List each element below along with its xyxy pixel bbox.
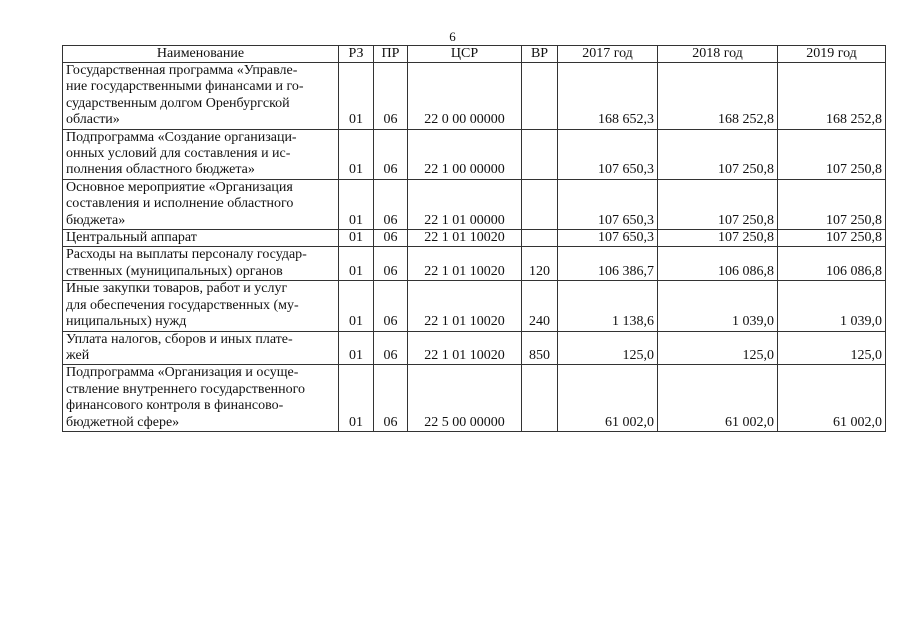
amount-2017-cell: 61 002,0 bbox=[558, 365, 658, 432]
name-cell bbox=[63, 129, 339, 179]
amount-2017-cell: 125,0 bbox=[558, 331, 658, 365]
name-line: составления и исполнение областного bbox=[66, 196, 294, 212]
amount-2018-cell: 107 250,8 bbox=[658, 179, 778, 229]
table-row bbox=[63, 129, 886, 179]
pr-cell: 06 bbox=[374, 129, 408, 179]
rz-cell: 01 bbox=[339, 129, 374, 179]
header-pr: ПР bbox=[374, 46, 408, 63]
name-line: полнения областного бюджета» bbox=[66, 162, 255, 178]
table-row bbox=[63, 230, 886, 247]
table-row bbox=[63, 331, 886, 365]
name-cell bbox=[63, 365, 339, 432]
csr-cell: 22 1 00 00000 bbox=[408, 129, 522, 179]
vr-cell: 120 bbox=[522, 247, 558, 281]
rz-cell: 01 bbox=[339, 230, 374, 247]
header-vr: ВР bbox=[522, 46, 558, 63]
table-body bbox=[63, 63, 886, 432]
amount-2017-cell: 107 650,3 bbox=[558, 129, 658, 179]
name-cell bbox=[63, 179, 339, 229]
amount-2017-cell: 168 652,3 bbox=[558, 63, 658, 130]
name-line: бюджетной сфере» bbox=[66, 414, 180, 430]
amount-2019-cell: 1 039,0 bbox=[778, 281, 886, 331]
rz-cell: 01 bbox=[339, 365, 374, 432]
vr-cell bbox=[522, 179, 558, 229]
pr-cell: 06 bbox=[374, 63, 408, 130]
amount-2017-cell: 107 650,3 bbox=[558, 179, 658, 229]
table-row bbox=[63, 365, 886, 432]
name-line: жей bbox=[66, 347, 90, 363]
rz-cell: 01 bbox=[339, 63, 374, 130]
pr-cell: 06 bbox=[374, 331, 408, 365]
amount-2019-cell: 61 002,0 bbox=[778, 365, 886, 432]
name-line: Государственная программа «Управле- bbox=[66, 63, 298, 78]
name-line: финансового контроля в финансово- bbox=[66, 398, 284, 414]
name-line: ствление внутреннего государственного bbox=[66, 381, 306, 397]
name-line: для обеспечения государственных (му- bbox=[66, 297, 299, 313]
amount-2017-cell: 106 386,7 bbox=[558, 247, 658, 281]
amount-2019-cell: 125,0 bbox=[778, 331, 886, 365]
name-line: Основное мероприятие «Организация bbox=[66, 179, 293, 195]
rz-cell: 01 bbox=[339, 179, 374, 229]
name-line: Иные закупки товаров, работ и услуг bbox=[66, 281, 288, 297]
table-row bbox=[63, 247, 886, 281]
vr-cell bbox=[522, 129, 558, 179]
name-line: Подпрограмма «Организация и осуще- bbox=[66, 365, 299, 381]
name-line: ниципальных) нужд bbox=[66, 314, 187, 330]
amount-2019-cell: 106 086,8 bbox=[778, 247, 886, 281]
name-line: Центральный аппарат bbox=[66, 230, 197, 246]
pr-cell: 06 bbox=[374, 281, 408, 331]
name-cell bbox=[63, 230, 339, 247]
csr-cell: 22 1 01 10020 bbox=[408, 247, 522, 281]
amount-2019-cell: 107 250,8 bbox=[778, 129, 886, 179]
pr-cell: 06 bbox=[374, 230, 408, 247]
header-2018: 2018 год bbox=[658, 46, 778, 63]
header-2019: 2019 год bbox=[778, 46, 886, 63]
rz-cell: 01 bbox=[339, 281, 374, 331]
name-line: ние государственными финансами и го- bbox=[66, 79, 304, 95]
name-cell bbox=[63, 331, 339, 365]
table-row bbox=[63, 281, 886, 331]
amount-2017-cell: 1 138,6 bbox=[558, 281, 658, 331]
csr-cell: 22 1 01 10020 bbox=[408, 331, 522, 365]
pr-cell: 06 bbox=[374, 365, 408, 432]
table-row bbox=[63, 179, 886, 229]
amount-2019-cell: 107 250,8 bbox=[778, 179, 886, 229]
csr-cell: 22 1 01 10020 bbox=[408, 230, 522, 247]
amount-2018-cell: 125,0 bbox=[658, 331, 778, 365]
name-line: Уплата налогов, сборов и иных плате- bbox=[66, 331, 293, 347]
header-name: Наименование bbox=[63, 46, 339, 63]
vr-cell bbox=[522, 365, 558, 432]
amount-2018-cell: 1 039,0 bbox=[658, 281, 778, 331]
amount-2019-cell: 168 252,8 bbox=[778, 63, 886, 130]
rz-cell: 01 bbox=[339, 247, 374, 281]
table-row bbox=[63, 63, 886, 130]
name-line: бюджета» bbox=[66, 212, 126, 228]
name-line: сударственным долгом Оренбургской bbox=[66, 95, 290, 111]
rz-cell: 01 bbox=[339, 331, 374, 365]
name-cell bbox=[63, 63, 339, 130]
amount-2018-cell: 168 252,8 bbox=[658, 63, 778, 130]
csr-cell: 22 1 01 10020 bbox=[408, 281, 522, 331]
csr-cell: 22 5 00 00000 bbox=[408, 365, 522, 432]
name-line: Расходы на выплаты персоналу государ- bbox=[66, 247, 307, 263]
amount-2017-cell: 107 650,3 bbox=[558, 230, 658, 247]
csr-cell: 22 0 00 00000 bbox=[408, 63, 522, 130]
header-rz: РЗ bbox=[339, 46, 374, 63]
page-number: 6 bbox=[449, 29, 456, 44]
header-csr: ЦСР bbox=[408, 46, 522, 63]
header-2017: 2017 год bbox=[558, 46, 658, 63]
name-cell bbox=[63, 247, 339, 281]
csr-cell: 22 1 01 00000 bbox=[408, 179, 522, 229]
name-cell bbox=[63, 281, 339, 331]
budget-table bbox=[62, 45, 886, 432]
vr-cell bbox=[522, 230, 558, 247]
pr-cell: 06 bbox=[374, 247, 408, 281]
vr-cell: 850 bbox=[522, 331, 558, 365]
amount-2018-cell: 107 250,8 bbox=[658, 129, 778, 179]
name-line: области» bbox=[66, 112, 120, 128]
vr-cell bbox=[522, 63, 558, 130]
amount-2019-cell: 107 250,8 bbox=[778, 230, 886, 247]
name-line: онных условий для составления и ис- bbox=[66, 146, 291, 162]
vr-cell: 240 bbox=[522, 281, 558, 331]
name-line: Подпрограмма «Создание организаци- bbox=[66, 129, 297, 145]
table-header-row bbox=[63, 46, 886, 63]
pr-cell: 06 bbox=[374, 179, 408, 229]
name-line: ственных (муниципальных) органов bbox=[66, 263, 283, 279]
amount-2018-cell: 106 086,8 bbox=[658, 247, 778, 281]
amount-2018-cell: 107 250,8 bbox=[658, 230, 778, 247]
amount-2018-cell: 61 002,0 bbox=[658, 365, 778, 432]
